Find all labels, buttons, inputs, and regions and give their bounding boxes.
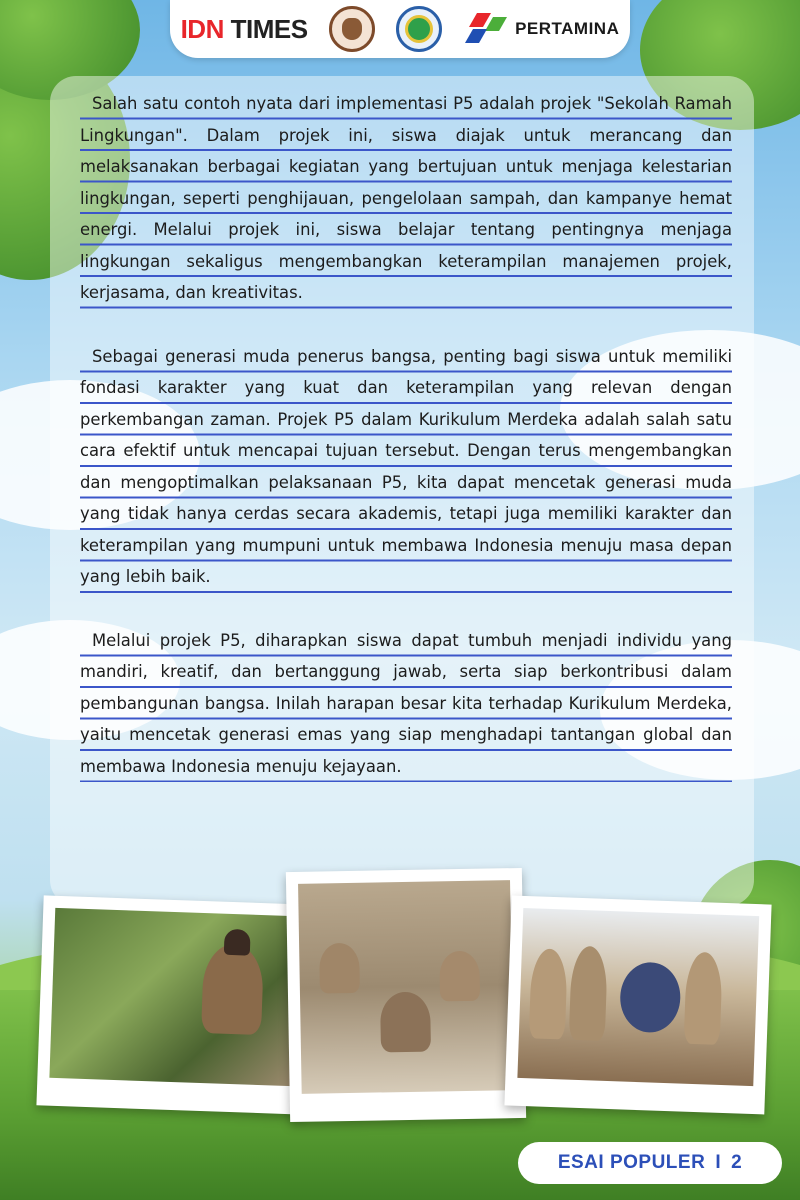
pertamina-logo [463, 13, 619, 45]
idn-logo-part: IDN [180, 13, 224, 44]
photo-image [298, 880, 514, 1094]
paragraph: Sebagai generasi muda penerus bangsa, penting bagi siswa untuk memiliki fondasi karakter yang kuat dan keterampilan yang relevan dengan perkembangan zaman. Projek P5 dalam Kurikulum Merdeka adalah salah satu cara efektif untuk mencapai tujuan tersebut. Dengan terus mengembangkan dan mengoptimalkan pelaksanaan P5, kita dapat mencetak generasi muda yang tidak hanya cerdas secara akademis, tetapi juga memiliki karakter dan keterampilan yang mumpuni untuk membawa Indonesia menuju masa depan yang lebih baik. [80, 341, 732, 593]
paragraph: Salah satu contoh nyata dari implementasi P5 adalah projek "Sekolah Ramah Lingkungan". Dalam projek ini, siswa diajak untuk merancang dan melaksanakan berbagai kegiatan yang bertujuan untuk menjaga kelestarian lingkungan, seperti penghijauan, pengelolaan sampah, dan kampanye hemat energi. Melalui projek ini, siswa belajar tentang pentingnya menjaga lingkungan sekaligus mengembangkan keterampilan manajemen projek, kerjasama, dan kreativitas. [80, 88, 732, 309]
photo-image [517, 908, 759, 1086]
section-label: ESAI POPULER [557, 1152, 706, 1173]
article-body [80, 88, 732, 814]
photo-planting [36, 895, 309, 1114]
photo-image [49, 908, 297, 1086]
paragraph: Melalui projek P5, diharapkan siswa dapat tumbuh menjadi individu yang mandiri, kreatif, dan bertanggung jawab, serta siap berkontribusi dalam pembangunan bangsa. Inilah harapan besar kita terhadap Kurikulum Merdeka, yaitu mencetak generasi emas yang siap menghadapi tantangan global dan membawa Indonesia menuju kejayaan. [80, 625, 732, 783]
school-seal-icon [396, 6, 442, 52]
header-logo-bar [170, 0, 630, 58]
footer-badge [518, 1142, 782, 1184]
pertamina-text: PERTAMINA [515, 19, 620, 38]
separator: I [715, 1152, 722, 1173]
photo-student-circle [286, 868, 526, 1122]
university-seal-icon [329, 6, 375, 52]
idn-times-logo [181, 14, 308, 45]
page-number: 2 [731, 1152, 743, 1173]
photo-group [504, 896, 771, 1115]
times-logo-part: TIMES [230, 13, 308, 44]
pertamina-logo-icon [463, 13, 509, 45]
